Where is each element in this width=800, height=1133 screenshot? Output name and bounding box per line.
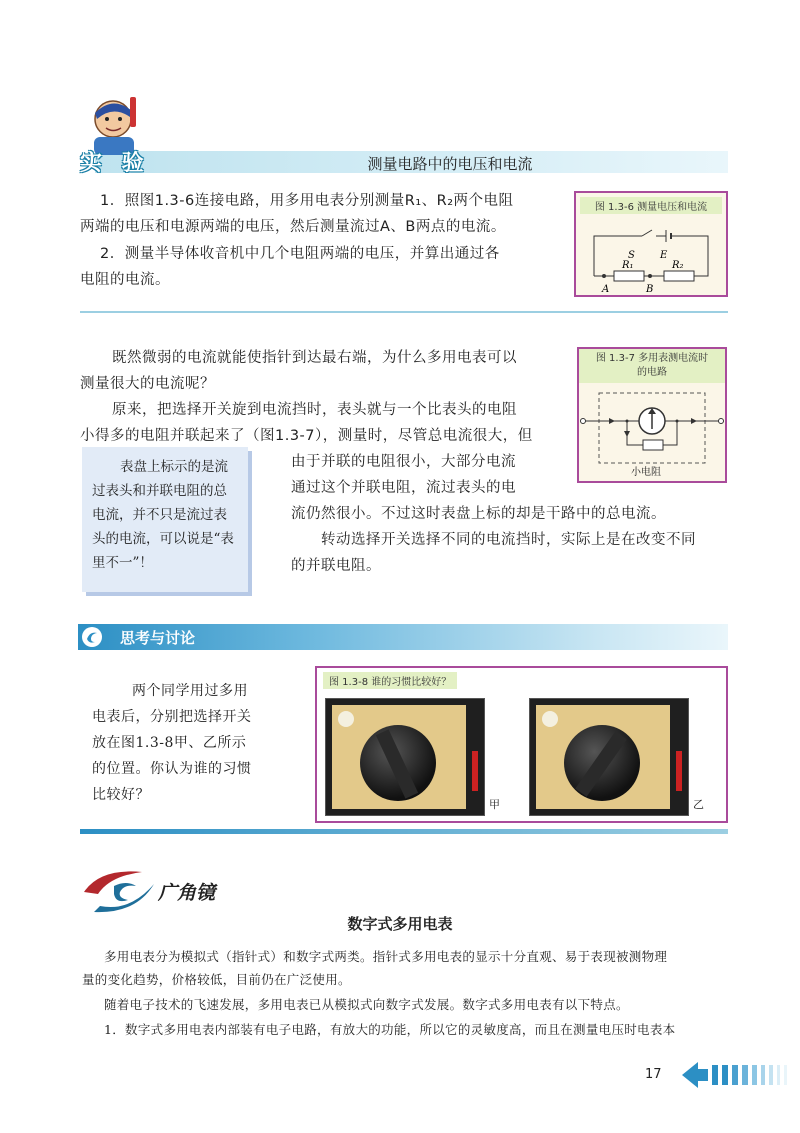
label-B: B	[646, 284, 654, 295]
figure-1-3-8	[315, 666, 728, 823]
step1-line2: 两端的电压和电源两端的电压，然后测量流过A、B两点的电流。	[80, 219, 506, 235]
wide-angle-p2: 随着电子技术的飞速发展，多用电表已从模拟式向数字式发展。数字式多用电表有以下特点。	[104, 997, 629, 1012]
think-line1: 两个同学用过多用	[132, 683, 248, 699]
think-line5: 比较好？	[92, 787, 150, 803]
body-p2-line1: 原来，把选择开关旋到电流挡时，表头就与一个比表头的电阻	[112, 402, 517, 418]
probe-lead-left	[472, 751, 478, 791]
label-right: 乙	[693, 798, 704, 811]
section-divider	[80, 311, 728, 313]
figure-1-3-7-caption-line1: 图 1.3-7 多用表测电流时	[595, 353, 709, 364]
voltage-current-circuit-diagram	[576, 218, 726, 296]
body-p1-line2: 测量很大的电流呢？	[80, 376, 215, 392]
zero-adjust-knob-right	[542, 711, 558, 727]
ammeter-shunt-circuit-diagram	[579, 383, 725, 479]
wide-angle-title: 广角镜	[158, 882, 216, 904]
think-section-divider	[80, 829, 728, 834]
body-p2-line4: 通过这个并联电阻，流过表头的电	[291, 480, 516, 496]
wide-angle-p1-line1: 多用电表分为模拟式（指针式）和数字式两类。指针式多用电表的显示十分直观、易于表现被测物理	[104, 949, 668, 964]
sidenote: 表盘上标示的是流过表头和并联电阻的总电流，并不只是流过表头的电流，可以说是“表里不一”！	[82, 447, 248, 592]
label-S: S	[628, 250, 635, 261]
wide-angle-logo-icon	[80, 862, 160, 916]
wide-angle-p3: 1．数字式多用电表内部装有电子电路，有放大的功能，所以它的灵敏度高，而且在测量电压时电表本	[104, 1022, 676, 1037]
wide-angle-heading: 数字式多用电表	[347, 915, 453, 933]
body-p2-line3: 由于并联的电阻很小，大部分电流	[291, 454, 516, 470]
figure-1-3-7-caption-line2: 的电路	[637, 367, 667, 378]
probe-lead-right	[676, 751, 682, 791]
step2-line2: 电阻的电流。	[80, 272, 170, 288]
body-p2-line2: 小得多的电阻并联起来了（图1.3-7），测量时，尽管总电流很大，但	[80, 428, 533, 444]
swirl-icon	[82, 627, 102, 647]
label-R1: R₁	[622, 260, 634, 271]
body-p2-line5: 流仍然很小。不过这时表盘上标的却是干路中的总电流。	[291, 506, 666, 522]
think-line3: 放在图1.3-8甲、乙所示	[92, 735, 247, 751]
label-A: A	[602, 284, 610, 295]
experiment-label: 实 验	[80, 151, 150, 176]
figure-1-3-8-caption: 图 1.3-8 谁的习惯比较好？	[323, 672, 457, 689]
label-left: 甲	[489, 798, 500, 811]
experiment-title: 测量电路中的电压和电流	[367, 155, 533, 173]
body-p3-line2: 的并联电阻。	[291, 558, 381, 574]
multimeter-left	[325, 698, 485, 816]
label-R2: R₂	[672, 260, 684, 271]
label-E: E	[660, 250, 668, 261]
step1-line1: 1．照图1.3-6连接电路，用多用电表分别测量R₁、R₂两个电阻	[100, 193, 514, 209]
page-nav-arrow-icon	[682, 1060, 800, 1090]
figure-1-3-6-caption: 图 1.3-6 测量电压和电流	[580, 197, 722, 214]
think-line4: 的位置。你认为谁的习惯	[92, 761, 252, 777]
figure-1-3-6	[574, 191, 728, 297]
page-number: 17	[645, 1067, 662, 1082]
shunt-resistor-label: 小电阻	[631, 467, 661, 478]
wide-angle-p1-line2: 量的变化趋势，价格较低，目前仍在广泛使用。	[82, 972, 351, 987]
body-p1-line1: 既然微弱的电流就能使指针到达最右端，为什么多用电表可以	[112, 350, 517, 366]
figure-1-3-7	[577, 347, 727, 483]
figure-1-3-7-caption	[579, 349, 725, 383]
step2-line1: 2．测量半导体收音机中几个电阻两端的电压，并算出通过各	[100, 246, 500, 262]
think-line2: 电表后，分别把选择开关	[92, 709, 252, 725]
think-title: 思考与讨论	[120, 629, 196, 647]
body-p3-line1: 转动选择开关选择不同的电流挡时，实际上是在改变不同	[321, 532, 696, 548]
multimeter-right	[529, 698, 689, 816]
zero-adjust-knob-left	[338, 711, 354, 727]
